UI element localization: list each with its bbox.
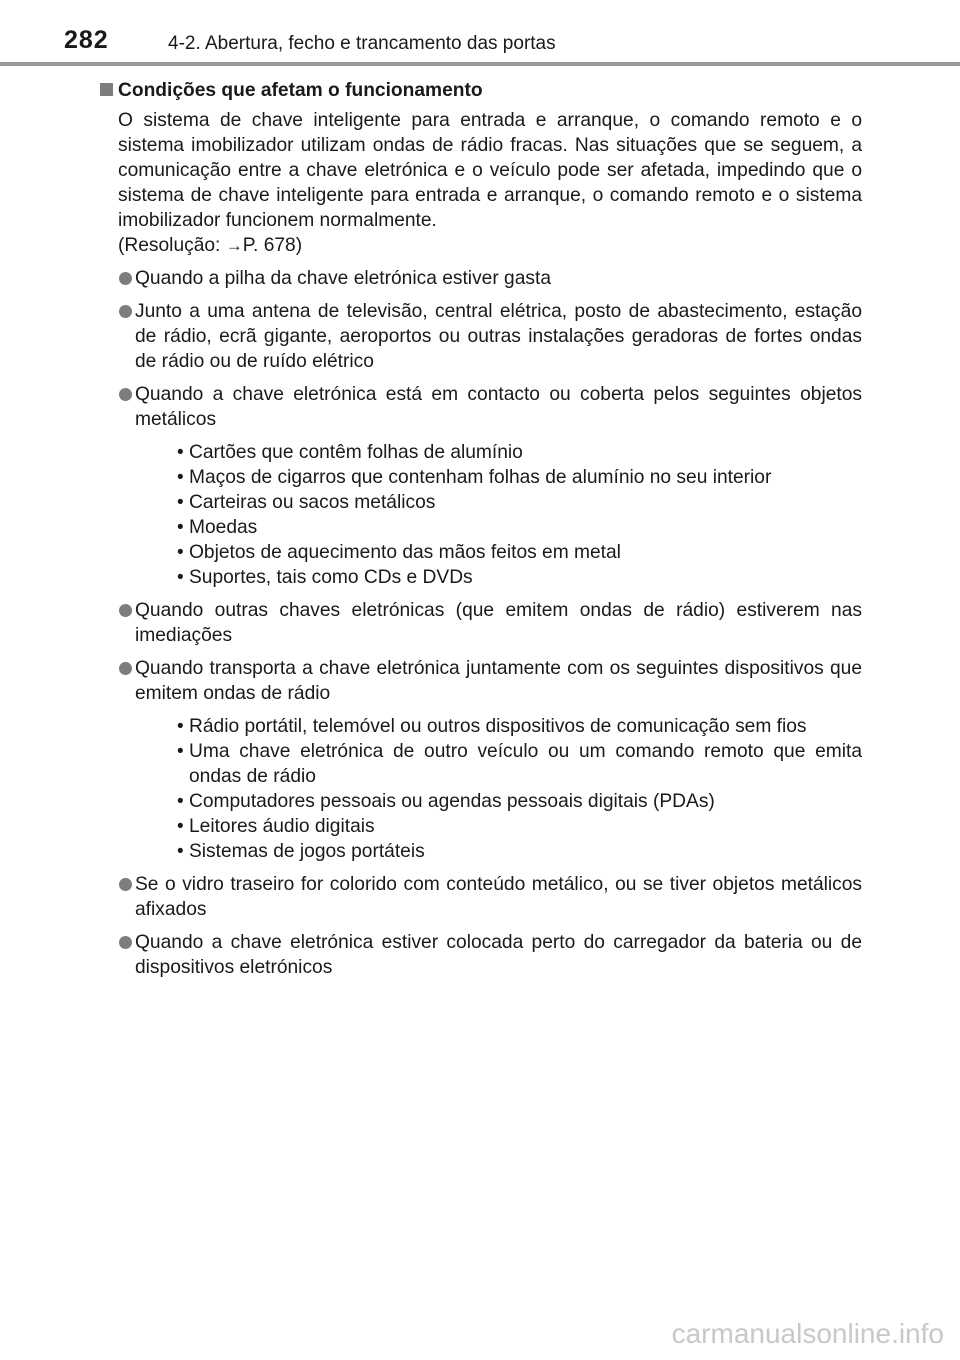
sub-list-item	[135, 540, 862, 565]
sub-item-text: Moedas	[189, 517, 258, 538]
sub-list	[135, 714, 862, 864]
dot-icon: •	[177, 542, 184, 563]
watermark: carmanualsonline.info	[671, 1318, 944, 1349]
chapter-title: 4-2. Abertura, fecho e trancamento das portas	[168, 33, 556, 54]
page-number: 282	[64, 26, 109, 54]
dot-icon: •	[177, 467, 184, 488]
dot-icon: •	[177, 791, 184, 812]
condition-item	[100, 930, 862, 980]
sub-list-item	[135, 739, 862, 789]
circle-bullet-icon	[119, 305, 132, 318]
condition-list	[100, 266, 862, 980]
sub-item-text: Leitores áudio digitais	[189, 816, 375, 837]
condition-text: Quando outras chaves eletrónicas (que emitem ondas de rádio) estiverem nas imediações	[135, 600, 862, 646]
circle-bullet-icon	[119, 388, 132, 401]
condition-text: Quando a pilha da chave eletrónica estiver gasta	[135, 268, 551, 289]
condition-item	[100, 872, 862, 922]
sub-list-item	[135, 814, 862, 839]
section-heading	[100, 78, 862, 103]
sub-item-text: Uma chave eletrónica de outro veículo ou um comando remoto que emita ondas de rádio	[189, 741, 862, 787]
sub-item-text: Carteiras ou sacos metálicos	[189, 492, 436, 513]
circle-bullet-icon	[119, 878, 132, 891]
condition-item	[100, 598, 862, 648]
sub-item-text: Cartões que contêm folhas de alumínio	[189, 442, 523, 463]
dot-icon: •	[177, 492, 184, 513]
sub-item-text: Sistemas de jogos portáteis	[189, 841, 425, 862]
resolution-prefix: (Resolução:	[118, 235, 226, 256]
sub-list-item	[135, 440, 862, 465]
dot-icon: •	[177, 567, 184, 588]
sub-list-item	[135, 839, 862, 864]
condition-text: Quando a chave eletrónica está em contacto ou coberta pelos seguintes objetos metálicos	[135, 384, 862, 430]
page-content	[100, 78, 862, 980]
dot-icon: •	[177, 741, 184, 762]
sub-list-item	[135, 565, 862, 590]
sub-list	[135, 440, 862, 590]
intro-text: O sistema de chave inteligente para entrada e arranque, o comando remoto e o sistema imobilizador utilizam ondas de rádio fracas. Nas situações que se seguem, a comunicação entre a chave eletrónica e o veículo pode ser afetada, impedindo que o sistema de chave inteligente para entrada e arranque, o comando remoto e o sistema imobilizador funcionem normalmente.	[118, 110, 862, 231]
dot-icon: •	[177, 716, 184, 737]
sub-item-text: Objetos de aquecimento das mãos feitos em metal	[189, 542, 621, 563]
circle-bullet-icon	[119, 272, 132, 285]
square-bullet-icon	[100, 83, 113, 96]
sub-list-item	[135, 515, 862, 540]
condition-item	[100, 382, 862, 590]
circle-bullet-icon	[119, 604, 132, 617]
condition-text: Se o vidro traseiro for colorido com conteúdo metálico, ou se tiver objetos metálicos afixados	[135, 874, 862, 920]
circle-bullet-icon	[119, 936, 132, 949]
condition-item	[100, 266, 862, 291]
page-header	[0, 0, 960, 66]
sub-list-item	[135, 789, 862, 814]
sub-list-item	[135, 490, 862, 515]
sub-item-text: Suportes, tais como CDs e DVDs	[189, 567, 473, 588]
sub-item-text: Maços de cigarros que contenham folhas de alumínio no seu interior	[189, 467, 772, 488]
circle-bullet-icon	[119, 662, 132, 675]
dot-icon: •	[177, 816, 184, 837]
sub-list-item	[135, 714, 862, 739]
dot-icon: •	[177, 442, 184, 463]
condition-item	[100, 299, 862, 374]
condition-text: Junto a uma antena de televisão, central elétrica, posto de abastecimento, estação de rádio, ecrã gigante, aeroportos ou outras instalações geradoras de fortes ondas de rádio ou de ruído elétrico	[135, 301, 862, 372]
condition-text: Quando transporta a chave eletrónica juntamente com os seguintes dispositivos que emitem ondas de rádio	[135, 658, 862, 704]
sub-item-text: Computadores pessoais ou agendas pessoais digitais (PDAs)	[189, 791, 715, 812]
intro-paragraph	[100, 108, 862, 258]
arrow-right-icon: →	[225, 236, 243, 255]
header-rule	[0, 62, 960, 66]
section-heading-text: Condições que afetam o funcionamento	[118, 80, 483, 101]
condition-item	[100, 656, 862, 864]
sub-list-item	[135, 465, 862, 490]
sub-item-text: Rádio portátil, telemóvel ou outros dispositivos de comunicação sem fios	[189, 716, 807, 737]
dot-icon: •	[177, 841, 184, 862]
dot-icon: •	[177, 517, 184, 538]
condition-text: Quando a chave eletrónica estiver colocada perto do carregador da bateria ou de dispositivos eletrónicos	[135, 932, 862, 978]
resolution-reference[interactable]: P. 678)	[242, 235, 303, 256]
